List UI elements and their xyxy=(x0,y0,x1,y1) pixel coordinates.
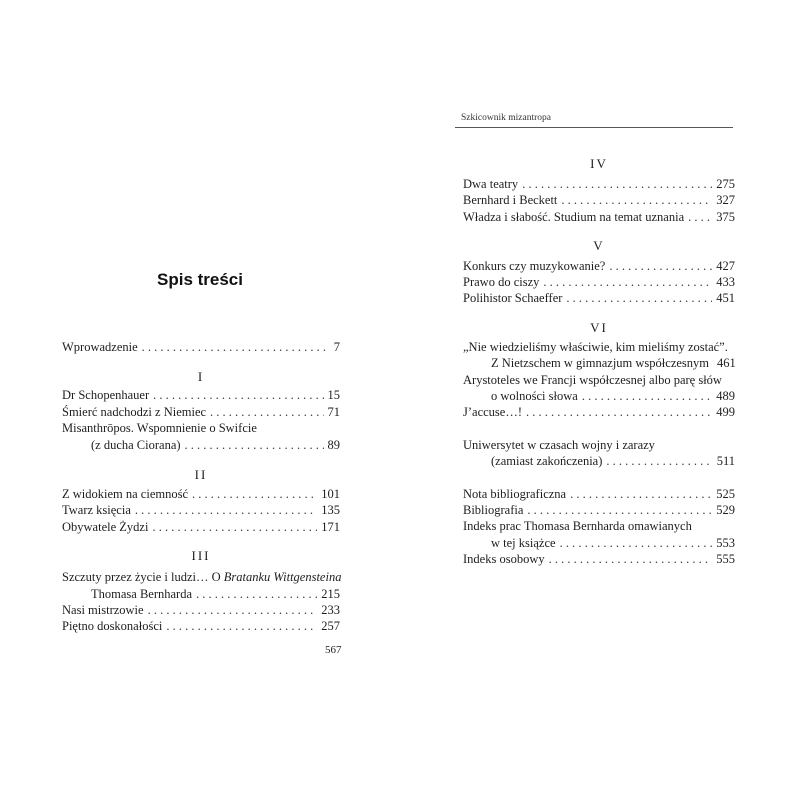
toc-entry-wladza: Władza i słabość. Studium na temat uznania . . . 375 xyxy=(463,210,735,227)
toc-entry-dwa-teatry: Dwa teatry . . . 275 xyxy=(463,177,735,194)
toc-entry-twarz-ksiecia: Twarz księcia . . . 135 xyxy=(62,503,340,520)
toc-entry-uniwersytet-line1: Uniwersytet w czasach wojny i zarazy xyxy=(463,438,655,452)
toc-entry-szczuty-line1: Szczuty przez życie i ludzi… O Bratanku Wittgensteina xyxy=(62,570,342,584)
toc-entry-jaccuse: J’accuse…! . . . 499 xyxy=(463,405,735,422)
running-header: Szkicownik mizantropa xyxy=(461,113,551,123)
toc-entry-nie-wiedzielismy: Z Nietzschem w gimnazjum współczesnym 461 xyxy=(491,356,736,370)
toc-entry-prawo-do-ciszy: Prawo do ciszy . . . 433 xyxy=(463,275,735,292)
toc-entry-indeks-prac-line1: Indeks prac Thomasa Bernharda omawianych xyxy=(463,519,692,533)
section-numeral-iii: III xyxy=(191,548,211,563)
toc-entry-misanthropos: (z ducha Ciorana) . . . 89 xyxy=(91,438,340,455)
toc-entry-indeks-prac: w tej książce . . . 553 xyxy=(491,536,735,553)
section-numeral-iv: IV xyxy=(590,156,608,171)
toc-entry-bernhard-beckett: Bernhard i Beckett . . . 327 xyxy=(463,193,735,210)
toc-entry-misanthropos-line1: Misanthrōpos. Wspomnienie o Swifcie xyxy=(62,421,257,435)
toc-entry-bibliografia: Bibliografia . . . 529 xyxy=(463,503,735,520)
toc-entry-arystoteles-line1: Arystoteles we Francji współczesnej albo parę słów xyxy=(463,373,722,387)
toc-entry-schopenhauer: Dr Schopenhauer . . . 15 xyxy=(62,388,340,405)
header-rule xyxy=(455,127,733,128)
toc-title: Spis treści xyxy=(157,270,243,289)
toc-entry-nota-bibliograficzna: Nota bibliograficzna . . . 525 xyxy=(463,487,735,504)
toc-entry-wprowadzenie: Wprowadzenie . . . 7 xyxy=(62,340,340,357)
toc-entry-uniwersytet: (zamiast zakończenia) . . . 511 xyxy=(491,454,735,471)
book-title-italic: Bratanku Wittgensteina xyxy=(223,570,342,584)
section-numeral-ii: II xyxy=(194,467,208,482)
toc-entry-obywatele-zydzi: Obywatele Żydzi . . . 171 xyxy=(62,520,340,537)
toc-entry-z-widokiem: Z widokiem na ciemność . . . 101 xyxy=(62,487,340,504)
toc-entry-smierc: Śmierć nadchodzi z Niemiec . . . 71 xyxy=(62,405,340,422)
section-numeral-i: I xyxy=(197,369,205,384)
right-page xyxy=(400,0,800,800)
section-numeral-v: V xyxy=(593,238,605,253)
toc-entry-nie-wiedzielismy-line1: „Nie wiedzieliśmy właściwie, kim mieliśmy zostać”. xyxy=(463,340,728,354)
toc-entry-arystoteles: o wolności słowa . . . 489 xyxy=(491,389,735,406)
page-number: 567 xyxy=(325,644,342,656)
toc-entry-nasi-mistrzowie: Nasi mistrzowie . . . 233 xyxy=(62,603,340,620)
toc-entry-szczuty: Thomasa Bernharda . . . 215 xyxy=(91,587,340,604)
toc-entry-konkurs: Konkurs czy muzykowanie? . . . 427 xyxy=(463,259,735,276)
toc-entry-polihistor: Polihistor Schaeffer . . . 451 xyxy=(463,291,735,308)
toc-entry-indeks-osobowy: Indeks osobowy . . . 555 xyxy=(463,552,735,569)
section-numeral-vi: VI xyxy=(590,320,608,335)
toc-entry-pietno: Piętno doskonałości . . . 257 xyxy=(62,619,340,636)
